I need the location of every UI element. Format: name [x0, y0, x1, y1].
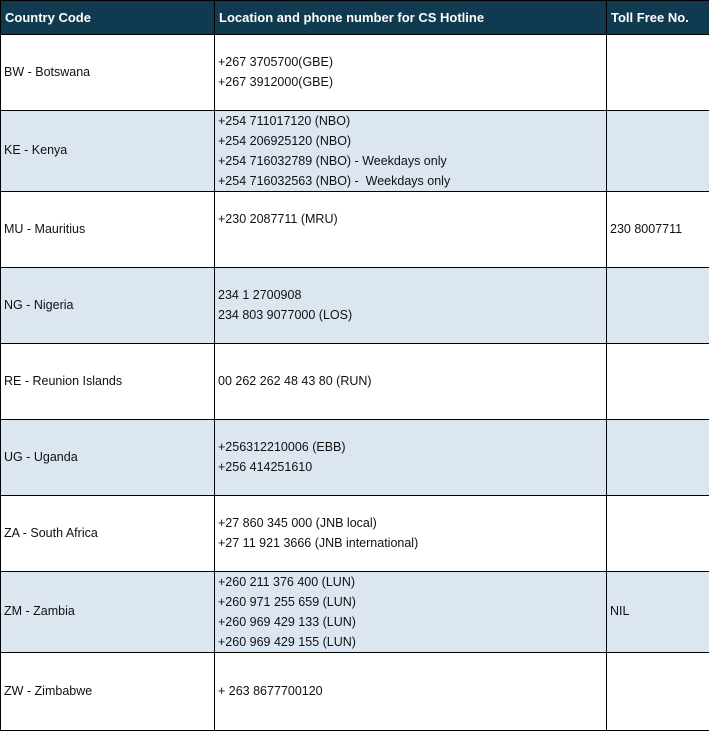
table-row: [1, 653, 709, 731]
country-cell: MU - Mauritius: [1, 192, 215, 268]
table-row: [1, 420, 709, 496]
phone-line: 00 262 262 48 43 80 (RUN): [218, 372, 606, 392]
toll-free-cell: [607, 344, 709, 420]
phone-line: +230 2087711 (MRU): [218, 210, 606, 230]
header-row: [1, 1, 709, 35]
country-cell: KE - Kenya: [1, 111, 215, 192]
toll-free-cell: 230 8007711: [607, 192, 709, 268]
phone-cell: [215, 572, 607, 653]
toll-free-cell: [607, 35, 709, 111]
table-row: [1, 111, 709, 192]
phone-line: +260 969 429 133 (LUN): [218, 612, 606, 632]
table-row: [1, 572, 709, 653]
phone-line: +267 3912000(GBE): [218, 73, 606, 93]
toll-free-cell: [607, 496, 709, 572]
country-cell: UG - Uganda: [1, 420, 215, 496]
country-cell: NG - Nigeria: [1, 268, 215, 344]
country-cell: ZA - South Africa: [1, 496, 215, 572]
phone-cell: [215, 420, 607, 496]
phone-cell: [215, 496, 607, 572]
phone-line: + 263 8677700120: [218, 682, 606, 702]
country-cell: RE - Reunion Islands: [1, 344, 215, 420]
table-row: [1, 268, 709, 344]
toll-free-cell: [607, 420, 709, 496]
header-country-code: Country Code: [1, 1, 215, 35]
phone-line: +254 711017120 (NBO): [218, 111, 606, 131]
phone-line: +254 206925120 (NBO): [218, 131, 606, 151]
phone-line: +27 11 921 3666 (JNB international): [218, 534, 606, 554]
toll-free-cell: [607, 653, 709, 731]
toll-free-cell: NIL: [607, 572, 709, 653]
phone-line: +260 969 429 155 (LUN): [218, 632, 606, 652]
table-row: [1, 192, 709, 268]
country-cell: BW - Botswana: [1, 35, 215, 111]
phone-line: +27 860 345 000 (JNB local): [218, 514, 606, 534]
phone-line: +256312210006 (EBB): [218, 438, 606, 458]
phone-cell: [215, 268, 607, 344]
phone-line: +260 211 376 400 (LUN): [218, 572, 606, 592]
phone-line: +256 414251610: [218, 458, 606, 478]
country-cell: ZW - Zimbabwe: [1, 653, 215, 731]
phone-line: 234 803 9077000 (LOS): [218, 306, 606, 326]
phone-cell: [215, 192, 607, 268]
phone-cell: [215, 35, 607, 111]
phone-cell: [215, 111, 607, 192]
phone-line: +267 3705700(GBE): [218, 53, 606, 73]
toll-free-cell: [607, 268, 709, 344]
phone-cell: [215, 653, 607, 731]
header-location-phone: Location and phone number for CS Hotline: [215, 1, 607, 35]
phone-line: 234 1 2700908: [218, 286, 606, 306]
table-row: [1, 496, 709, 572]
phone-line: +260 971 255 659 (LUN): [218, 592, 606, 612]
phone-cell: [215, 344, 607, 420]
header-toll-free: Toll Free No.: [607, 1, 709, 35]
country-cell: ZM - Zambia: [1, 572, 215, 653]
phone-line: +254 716032789 (NBO) - Weekdays only: [218, 151, 606, 171]
toll-free-cell: [607, 111, 709, 192]
table-row: [1, 344, 709, 420]
table-row: [1, 35, 709, 111]
phone-line: +254 716032563 (NBO) - Weekdays only: [218, 171, 606, 191]
